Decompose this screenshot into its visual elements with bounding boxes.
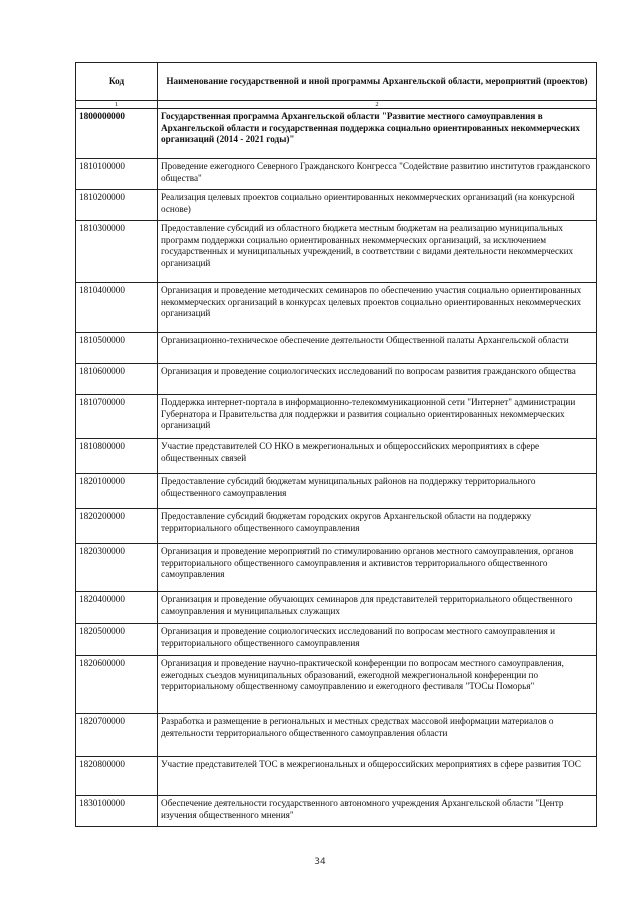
- row-code: 1820400000: [76, 592, 158, 624]
- row-name: Поддержка интернет-портала в информационно-телекоммуникационной сети "Интернет" администрации Губернатора и Правительства для поддержки и развития социально ориентированных некоммерческих организаций: [158, 395, 597, 439]
- header-code: Код: [76, 63, 158, 101]
- table-row: [76, 656, 597, 714]
- row-code: 1820300000: [76, 544, 158, 592]
- page-number: 34: [314, 857, 326, 867]
- table-row: [76, 624, 597, 656]
- row-code: 1810800000: [76, 439, 158, 474]
- table-row: [76, 190, 597, 221]
- row-code: 1820200000: [76, 509, 158, 544]
- table-row: [76, 364, 597, 395]
- row-code: 1820100000: [76, 474, 158, 509]
- row-name: Организация и проведение социологических исследований по вопросам развития гражданского общества: [158, 364, 597, 395]
- row-code: 1800000000: [76, 109, 158, 159]
- row-code: 1810300000: [76, 221, 158, 283]
- row-name: Организация и проведение методических семинаров по обеспечению участия социально ориентированных некоммерческих организаций в конкурсах целевых проектов социально ориентированных некоммерческих организаций: [158, 283, 597, 333]
- row-name: Организация и проведение обучающих семинаров для представителей территориального общественного самоуправления и муниципальных служащих: [158, 592, 597, 624]
- column-number-1: 1: [76, 101, 158, 109]
- table-row: [76, 283, 597, 333]
- table-row: [76, 474, 597, 509]
- row-code: 1820500000: [76, 624, 158, 656]
- row-code: 1810100000: [76, 159, 158, 190]
- table-row: [76, 109, 597, 159]
- row-code: 1810400000: [76, 283, 158, 333]
- row-code: 1820800000: [76, 757, 158, 796]
- row-name: Предоставление субсидий бюджетам муниципальных районов на поддержку территориального общественного самоуправления: [158, 474, 597, 509]
- table-body: [76, 109, 597, 827]
- row-name: Организация и проведение научно-практической конференции по вопросам местного самоуправления, ежегодных съездов муниципальных образований, ежегодной межрегиональной конференции по территориальному общественному самоуправлению и ежегодного фестиваля "ТОСы Поморья": [158, 656, 597, 714]
- table-row: [76, 439, 597, 474]
- row-name: Государственная программа Архангельской области "Развитие местного самоуправления в Архангельской области и государственная поддержка социально ориентированных некоммерческих организаций (2014 - 2021 годы)": [158, 109, 597, 159]
- row-name: Разработка и размещение в региональных и местных средствах массовой информации материалов о деятельности территориального общественного самоуправления области: [158, 714, 597, 757]
- table-row: [76, 221, 597, 283]
- row-name: Организация и проведение мероприятий по стимулированию органов местного самоуправления, органов территориального общественного самоуправления и активистов территориального общественного самоуправления: [158, 544, 597, 592]
- table-row: [76, 757, 597, 796]
- table-row: [76, 395, 597, 439]
- row-name: Проведение ежегодного Северного Гражданского Конгресса "Содействие развитию институтов гражданского общества": [158, 159, 597, 190]
- row-code: 1810500000: [76, 333, 158, 364]
- table-row: [76, 796, 597, 827]
- column-number-2: 2: [158, 101, 597, 109]
- table-row: [76, 333, 597, 364]
- row-name: Предоставление субсидий бюджетам городских округов Архангельской области на поддержку территориального общественного самоуправления: [158, 509, 597, 544]
- row-code: 1820600000: [76, 656, 158, 714]
- row-code: 1830100000: [76, 796, 158, 827]
- row-name: Участие представителей СО НКО в межрегиональных и общероссийских мероприятиях в сфере общественных связей: [158, 439, 597, 474]
- table-row: [76, 509, 597, 544]
- row-name: Организационно-техническое обеспечение деятельности Общественной палаты Архангельской области: [158, 333, 597, 364]
- table-row: [76, 544, 597, 592]
- row-name: Предоставление субсидий из областного бюджета местным бюджетам на реализацию муниципальных программ поддержки социально ориентированных некоммерческих организаций, за исключением государственных и муниципальных учреждений, в соответствии с видами деятельности некоммерческих организаций: [158, 221, 597, 283]
- row-name: Организация и проведение социологических исследований по вопросам местного самоуправления и территориального общественного самоуправления: [158, 624, 597, 656]
- row-code: 1810700000: [76, 395, 158, 439]
- row-name: Обеспечение деятельности государственного автономного учреждения Архангельской области "Центр изучения общественного мнения": [158, 796, 597, 827]
- row-code: 1810200000: [76, 190, 158, 221]
- row-name: Реализация целевых проектов социально ориентированных некоммерческих организаций (на конкурсной основе): [158, 190, 597, 221]
- row-name: Участие представителей ТОС в межрегиональных и общероссийских мероприятиях в сфере развития ТОС: [158, 757, 597, 796]
- program-table: [75, 62, 597, 827]
- row-code: 1820700000: [76, 714, 158, 757]
- header-name: Наименование государственной и иной программы Архангельской области, мероприятий (проектов): [158, 63, 597, 101]
- row-code: 1810600000: [76, 364, 158, 395]
- table-row: [76, 714, 597, 757]
- table-row: [76, 592, 597, 624]
- table-row: [76, 159, 597, 190]
